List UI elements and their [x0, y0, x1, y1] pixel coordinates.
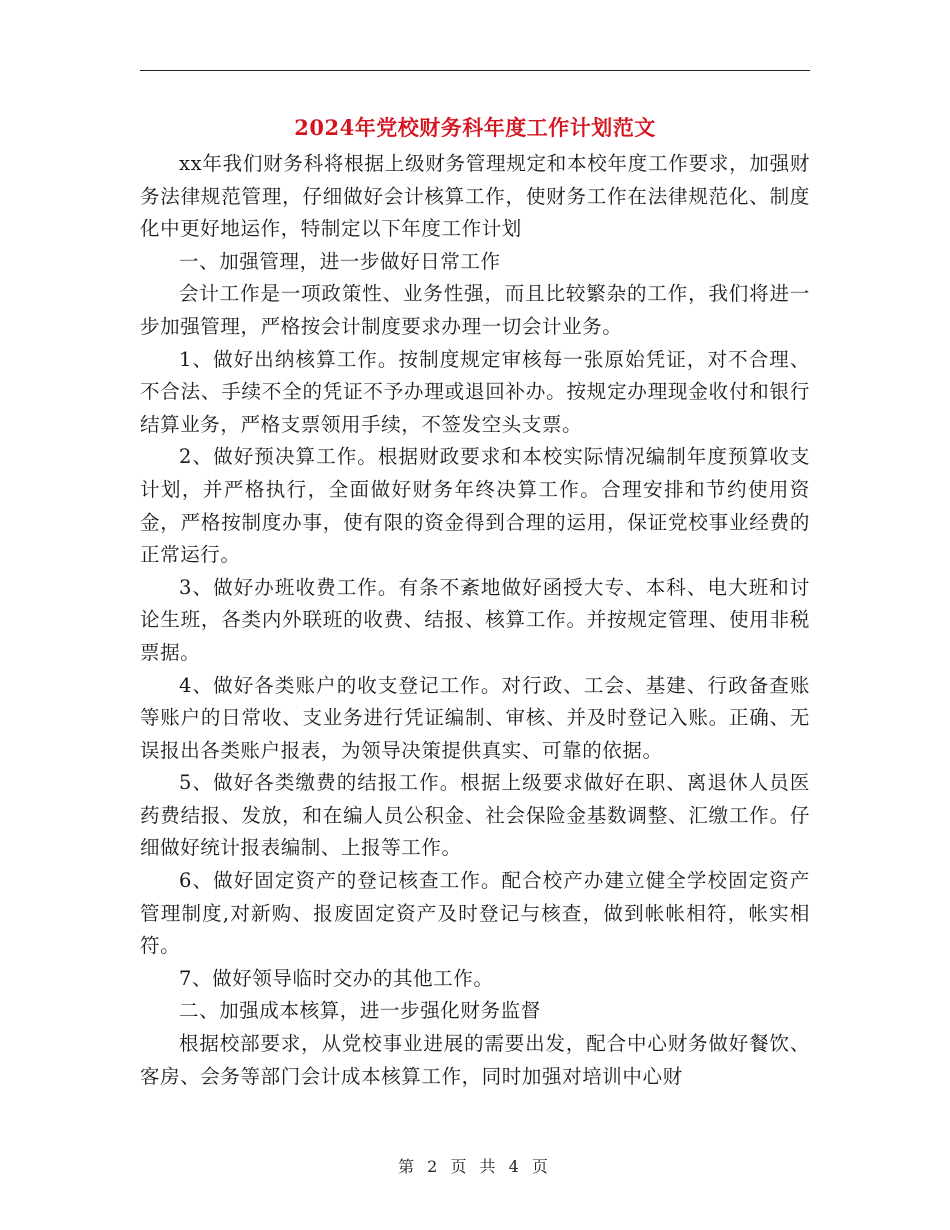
document-body: [140, 148, 810, 1093]
paragraph: 6、做好固定资产的登记核查工作。配合校产办建立健全学校固定资产管理制度,对新购、报废固定资产及时登记与核查，做到帐帐相符，帐实相符。: [140, 869, 810, 958]
paragraph: 5、做好各类缴费的结报工作。根据上级要求做好在职、离退休人员医药费结报、发放，和在编人员公积金、社会保险金基数调整、汇缴工作。仔细做好统计报表编制、上报等工作。: [140, 771, 810, 860]
paragraph: 1、做好出纳核算工作。按制度规定审核每一张原始凭证，对不合理、不合法、手续不全的凭证不予办理或退回补办。按规定办理现金收付和银行结算业务，严格支票领用手续，不签发空头支票。: [140, 347, 810, 436]
paragraph: xx年我们财务科将根据上级财务管理规定和本校年度工作要求，加强财务法律规范管理，仔细做好会计核算工作，使财务工作在法律规范化、制度化中更好地运作，特制定以下年度工作计划: [140, 152, 810, 241]
paragraph: 7、做好领导临时交办的其他工作。: [179, 966, 494, 990]
page-footer: 第 2 页 共 4 页: [398, 1157, 552, 1176]
paragraph: 4、做好各类账户的收支登记工作。对行政、工会、基建、行政备查账等账户的日常收、支业务进行凭证编制、审核、并及时登记入账。正确、无误报出各类账户报表，为领导决策提供真实、可靠的依据。: [140, 673, 810, 762]
paragraph: 会计工作是一项政策性、业务性强，而且比较繁杂的工作，我们将进一步加强管理，严格按会计制度要求办理一切会计业务。: [140, 282, 810, 338]
paragraph: 2、做好预决算工作。根据财政要求和本校实际情况编制年度预算收支计划，并严格执行，全面做好财务年终决算工作。合理安排和节约使用资金，严格按制度办事，使有限的资金得到合理的运用，保证党校事业经费的正常运行。: [140, 445, 810, 567]
header-rule: [140, 70, 810, 71]
paragraph: 3、做好办班收费工作。有条不紊地做好函授大专、本科、电大班和讨论生班，各类内外联班的收费、结报、核算工作。并按规定管理、使用非税票据。: [140, 575, 810, 664]
paragraph: 二、加强成本核算，进一步强化财务监督: [179, 999, 541, 1023]
document-title: 2024年党校财务科年度工作计划范文: [294, 115, 656, 140]
paragraph: 一、加强管理，进一步做好日常工作: [179, 249, 501, 273]
paragraph: 根据校部要求，从党校事业进展的需要出发，配合中心财务做好餐饮、客房、会务等部门会计成本核算工作，同时加强对培训中心财: [140, 1032, 810, 1088]
